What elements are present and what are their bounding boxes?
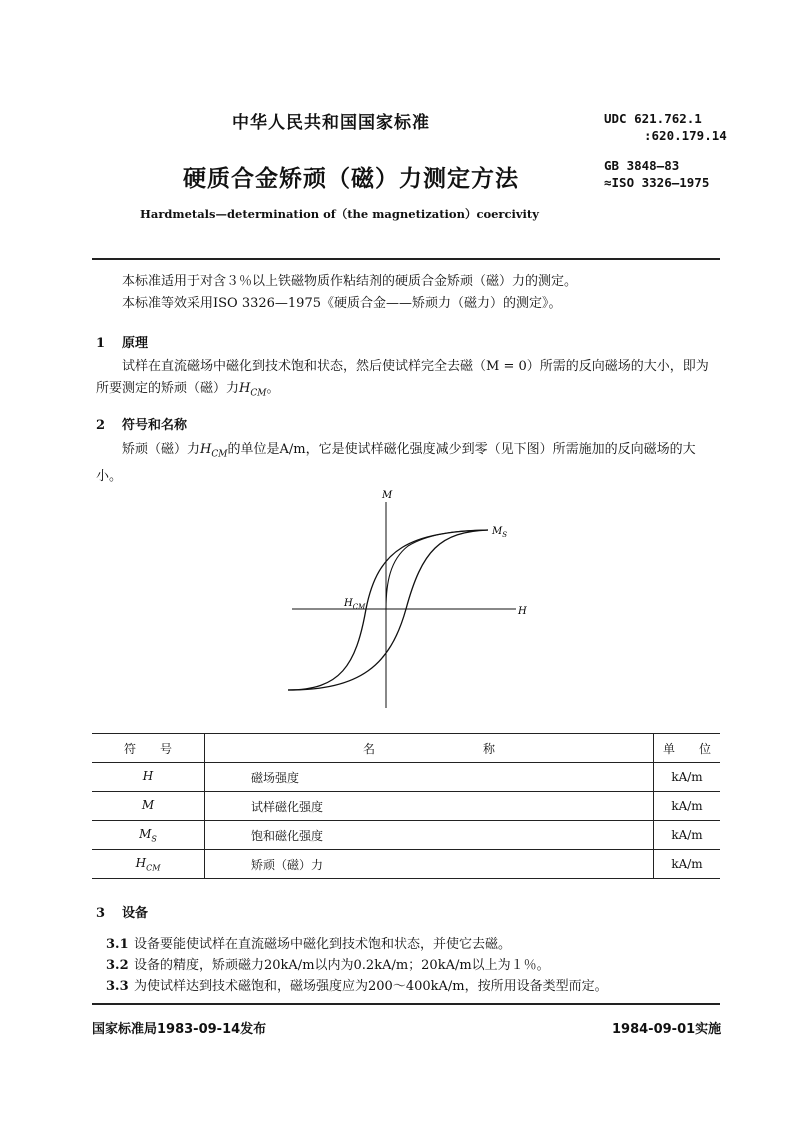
- section-2-heading: [96, 414, 187, 433]
- udc-line-2: :620.179.14: [644, 128, 727, 143]
- list-item: [96, 975, 608, 994]
- gb-line-1: GB 3848—83: [604, 158, 680, 173]
- section-2-text-b: 的单位是A/m，它是使试样磁化强度减少到零（见下图）所需施加的反向磁场的大小。: [96, 442, 696, 484]
- section-1-heading: [96, 332, 148, 351]
- list-item: [96, 954, 550, 973]
- section-1-text-a: 试样在直流磁场中磁化到技术饱和状态，然后使试样完全去磁（M = 0）所需的反向磁场的大小，即为所要测定的矫顽（磁）力: [96, 359, 709, 396]
- section-3-number: 3: [96, 906, 106, 921]
- row-unit: kA/m: [654, 792, 721, 821]
- row-symbol: H: [92, 763, 205, 792]
- footer-divider: [92, 1003, 720, 1005]
- row-symbol: $H_{CM}$: [92, 850, 205, 879]
- row-name: 矫顽（磁）力: [205, 850, 654, 879]
- row-unit: kA/m: [654, 763, 721, 792]
- intro-paragraph-1: 本标准适用于对含３％以上铁磁物质作粘结剂的硬质合金矫顽（磁）力的测定。: [122, 274, 578, 289]
- item-number: 3.2: [106, 958, 129, 973]
- initial-magnetization-curve: [386, 530, 488, 609]
- row-symbol: $M_S$: [92, 821, 205, 850]
- section-3-heading: [96, 902, 148, 921]
- hcm-symbol-2: H: [200, 442, 212, 457]
- gb-code: [604, 157, 709, 191]
- gb-line-2: ≈ISO 3326—1975: [604, 175, 710, 190]
- section-1-text-b: 。: [266, 381, 280, 396]
- section-2-number: 2: [96, 418, 106, 433]
- section-3-title: 设备: [122, 906, 149, 921]
- item-text: 设备要能使试样在直流磁场中磁化到技术饱和状态，并使它去磁。: [134, 937, 512, 952]
- header-name: 名 称: [205, 734, 654, 763]
- item-number: 3.3: [106, 979, 129, 994]
- section-2-text: [96, 439, 720, 488]
- table-row: [92, 792, 720, 821]
- section-1-text: [96, 356, 720, 405]
- table-row: [92, 821, 720, 850]
- hysteresis-branch-ascending: [288, 530, 488, 690]
- hysteresis-loop-figure: [280, 488, 530, 710]
- row-name: 饱和磁化强度: [205, 821, 654, 850]
- table-row: [92, 850, 720, 879]
- standard-name: 中华人民共和国国家标准: [232, 113, 430, 133]
- label-ms: $M_S$: [492, 526, 508, 539]
- table-row: [92, 763, 720, 792]
- hcm-subscript-2: CM: [211, 449, 228, 460]
- axis-label-h: H: [518, 606, 527, 617]
- section-1-number: 1: [96, 336, 106, 351]
- section-2-title: 符号和名称: [122, 418, 188, 433]
- symbols-table: [92, 733, 720, 879]
- hysteresis-branch-descending: [288, 530, 488, 690]
- udc-line-1: UDC 621.762.1: [604, 111, 702, 126]
- hcm-subscript: CM: [250, 388, 267, 399]
- udc-code: [604, 110, 727, 144]
- row-unit: kA/m: [654, 821, 721, 850]
- row-name: 磁场强度: [205, 763, 654, 792]
- english-title: Hardmetals—determination of（the magnetization）coercivity: [140, 207, 539, 221]
- issue-info: 国家标准局1983-09-14发布: [92, 1022, 267, 1037]
- section-2-text-a: 矫顽（磁）力: [122, 442, 201, 457]
- intro-paragraph-2: 本标准等效采用ISO 3326—1975《硬质合金——矫顽力（磁力）的测定》。: [122, 296, 562, 311]
- row-unit: kA/m: [654, 850, 721, 879]
- document-title: 硬质合金矫顽（磁）力测定方法: [183, 166, 519, 192]
- item-text: 设备的精度，矫顽磁力20kA/m以内为0.2kA/m；20kA/m以上为１％。: [134, 958, 550, 973]
- row-name: 试样磁化强度: [205, 792, 654, 821]
- label-hcm: $H_{CM}$: [344, 598, 366, 611]
- header-divider: [92, 258, 720, 260]
- item-text: 为使试样达到技术磁饱和，磁场强度应为200～400kA/m，按所用设备类型而定。: [134, 979, 608, 994]
- table-header-row: [92, 734, 720, 763]
- hcm-symbol: H: [239, 381, 251, 396]
- axis-label-m: M: [382, 490, 393, 501]
- header-unit: 单 位: [654, 734, 721, 763]
- effective-date: 1984-09-01实施: [612, 1022, 722, 1037]
- list-item: [96, 933, 511, 952]
- header-symbol: 符 号: [92, 734, 205, 763]
- section-1-title: 原理: [122, 336, 149, 351]
- item-number: 3.1: [106, 937, 129, 952]
- row-symbol: M: [92, 792, 205, 821]
